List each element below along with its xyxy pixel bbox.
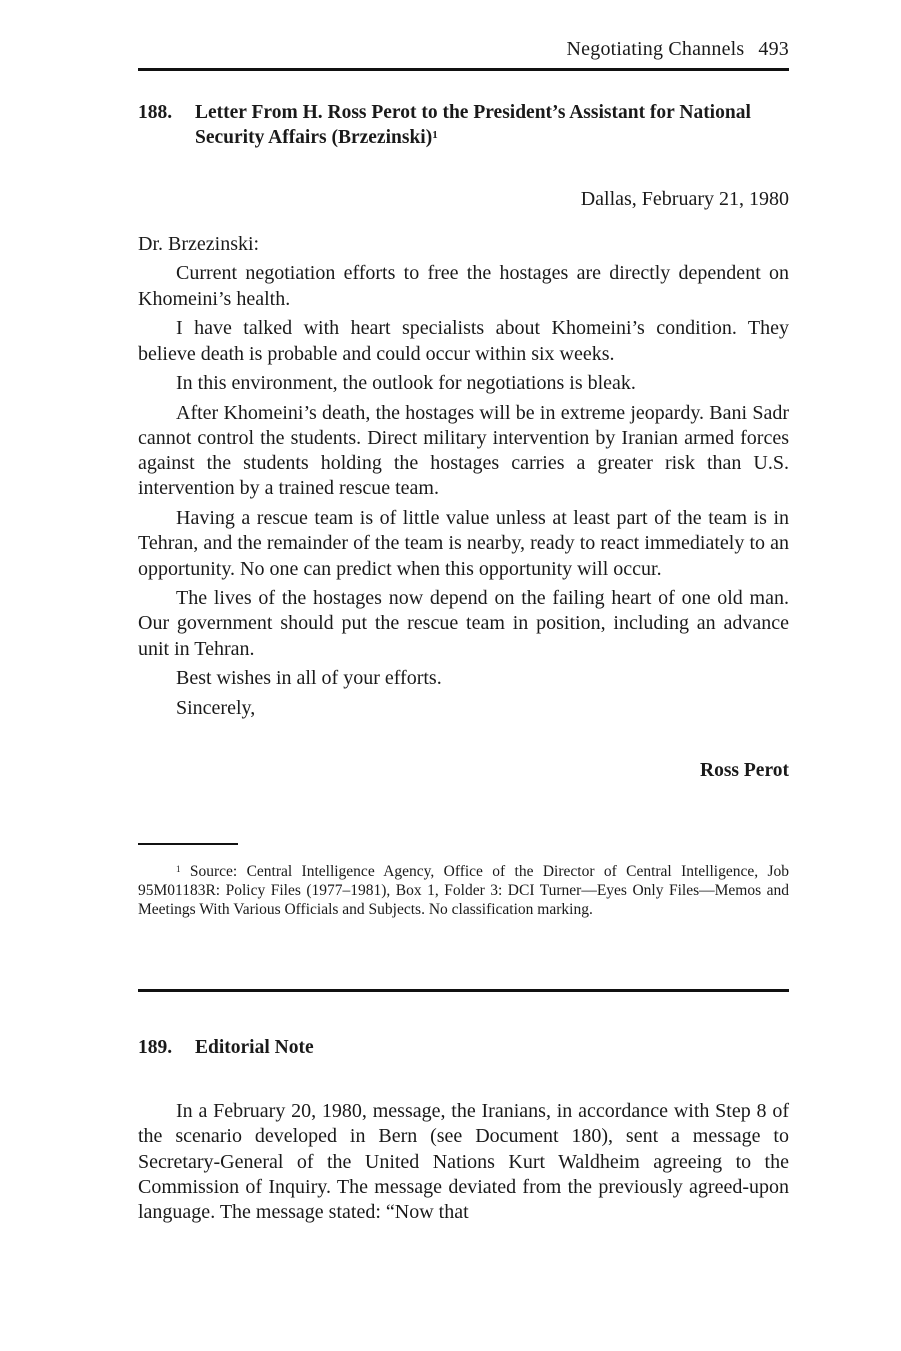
letter-paragraph: After Khomeini’s death, the hostages will be in extreme jeopardy. Bani Sadr cannot control the students. Direct military intervention by Iranian armed forces against the students holding the hostages carries a greater risk than U.S. intervention by a trained rescue team. [138, 401, 789, 500]
document-title: Editorial Note [195, 1037, 314, 1058]
running-header [567, 38, 789, 61]
salutation: Dr. Brzezinski: [138, 233, 260, 255]
letter-paragraph: Current negotiation efforts to free the hostages are directly dependent on Khomeini’s health. [138, 262, 789, 310]
letter-paragraph: Having a rescue team is of little value unless at least part of the team is in Tehran, and the remainder of the team is nearby, ready to react immediately to an opportunity. No one can predict when this opportunity will occur. [138, 506, 789, 580]
section-divider [138, 989, 789, 992]
document-188-heading [138, 100, 789, 150]
footnote-rule [138, 843, 238, 845]
dateline: Dallas, February 21, 1980 [580, 188, 789, 210]
running-title: Negotiating Channels [566, 38, 745, 60]
letter-body [138, 232, 789, 725]
letter-paragraph: I have talked with heart specialists about Khomeini’s condition. They believe death is probable and could occur within six weeks. [138, 317, 789, 365]
complimentary-close: Sincerely, [176, 696, 256, 719]
letter-paragraph: The lives of the hostages now depend on the failing heart of one old man. Our government should put the rescue team in position, including an advance unit in Tehran. [138, 586, 789, 660]
footnote-text: Source: Central Intelligence Agency, Office of the Director of Central Intelligence, Job 95M01183R: Policy Files (1977–1981), Box 1, Folder 3: DCI Turner—Eyes Only Files—Memos and Meetings With Various Officials and Subjects. No classification marking. [138, 863, 789, 918]
signature: Ross Perot [700, 760, 789, 781]
document-title: Letter From H. Ross Perot to the President’s Assistant for National Security Affairs (Brzezinski)$^1$ [195, 102, 751, 148]
letter-paragraph: Best wishes in all of your efforts. [176, 667, 442, 690]
footnote [138, 862, 789, 919]
editorial-paragraph: In a February 20, 1980, message, the Iranians, in accordance with Step 8 of the scenario developed in Bern (see Document 180), sent a message to Secretary-General of the United Nations Kurt Waldheim agreeing to the Commission of Inquiry. The message deviated from the previously agreed-upon language. The message stated: “Now that [138, 1100, 789, 1224]
footnote-marker: 1 [176, 864, 181, 874]
document-number: 189. [138, 1037, 173, 1058]
editorial-body [138, 1099, 789, 1225]
footnote-reference[interactable]: 1 [432, 129, 438, 141]
document-189-heading [138, 1037, 314, 1059]
header-rule [138, 68, 789, 71]
page-number: 493 [758, 38, 789, 60]
letter-paragraph: In this environment, the outlook for negotiations is bleak. [176, 372, 636, 395]
document-number: 188. [138, 102, 173, 123]
